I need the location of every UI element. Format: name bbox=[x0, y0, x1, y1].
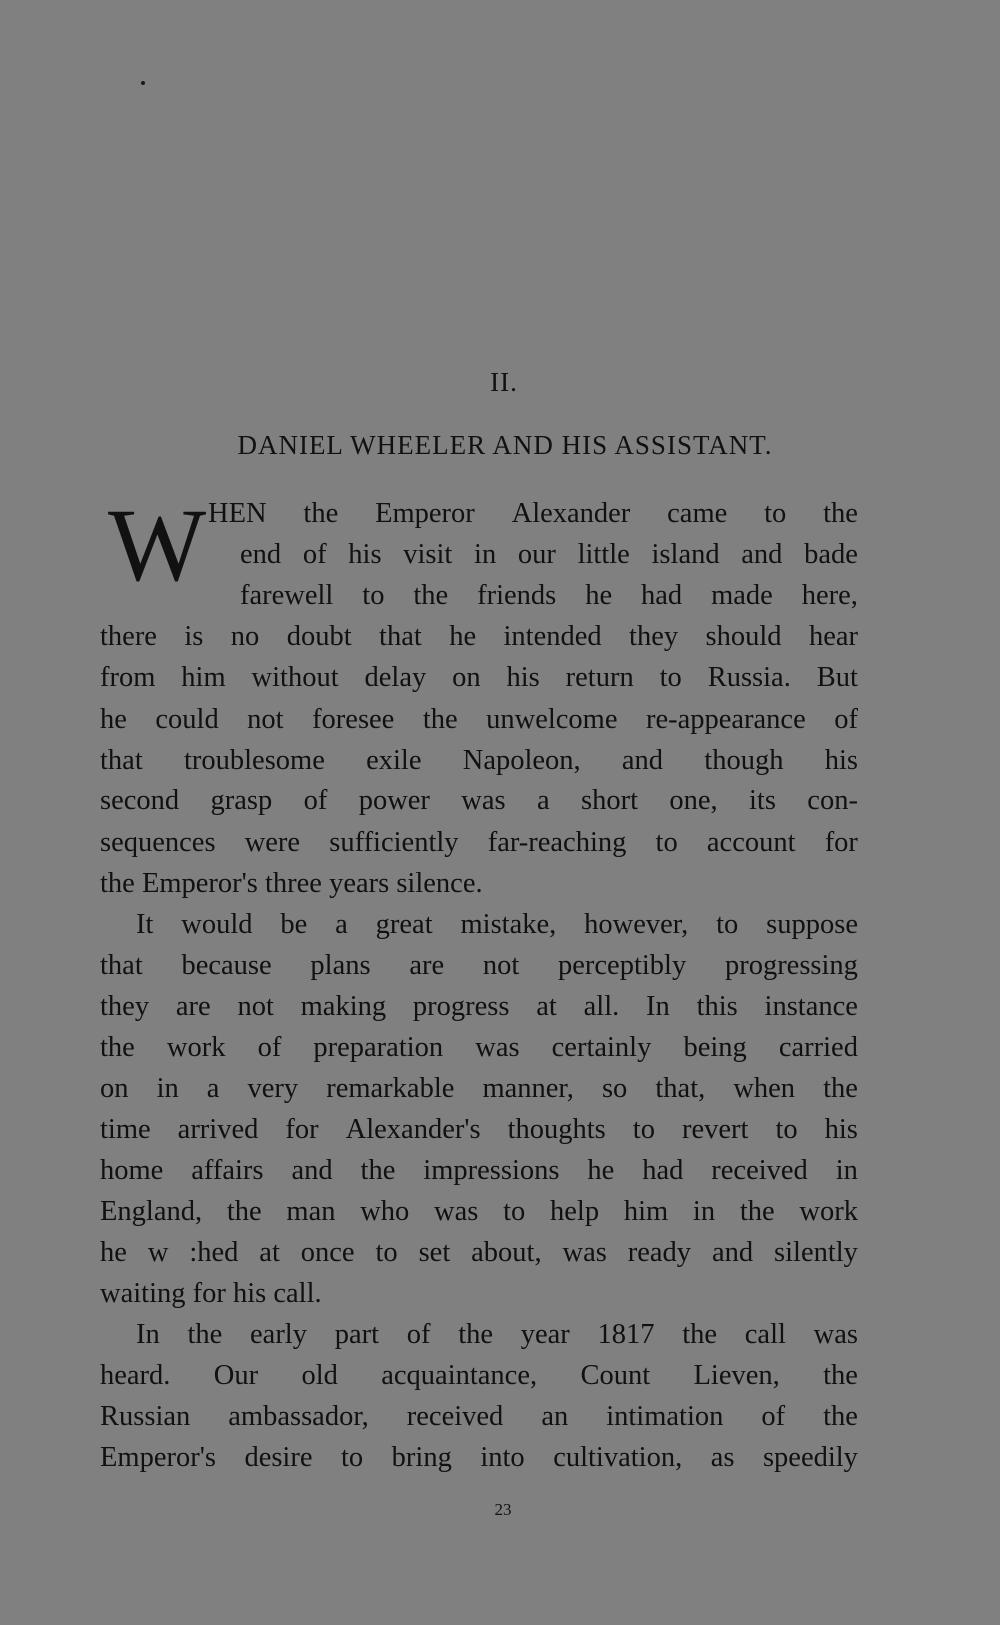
text-line: they are not making progress at all. In this instance bbox=[100, 991, 858, 1022]
text-line: sequences were sufficiently far-reaching to account for bbox=[100, 827, 858, 858]
text-line: on in a very remarkable manner, so that, when the bbox=[100, 1073, 858, 1104]
page-speck bbox=[141, 81, 145, 85]
chapter-title: DANIEL WHEELER AND HIS ASSISTANT. bbox=[237, 430, 773, 460]
text-line: Emperor's desire to bring into cultivation, as speedily bbox=[100, 1442, 858, 1473]
text-line: time arrived for Alexander's thoughts to revert to his bbox=[100, 1114, 858, 1145]
text-line: HEN the Emperor Alexander came to the bbox=[208, 498, 858, 529]
text-line: he w :hed at once to set about, was ready and silently bbox=[100, 1237, 858, 1268]
text-line: there is no doubt that he intended they should hear bbox=[100, 621, 858, 652]
text-line: second grasp of power was a short one, its con- bbox=[100, 785, 858, 816]
text-line: end of his visit in our little island and bade bbox=[240, 539, 858, 570]
text-line: In the early part of the year 1817 the call was bbox=[136, 1319, 858, 1350]
text-line: the work of preparation was certainly being carried bbox=[100, 1032, 858, 1063]
text-line: he could not foresee the unwelcome re-appearance of bbox=[100, 704, 858, 735]
text-line: that because plans are not perceptibly progressing bbox=[100, 950, 858, 981]
text-line: England, the man who was to help him in the work bbox=[100, 1196, 858, 1227]
text-line: waiting for his call. bbox=[100, 1278, 322, 1309]
text-line: home affairs and the impressions he had received in bbox=[100, 1155, 858, 1186]
text-line: Russian ambassador, received an intimation of the bbox=[100, 1401, 858, 1432]
text-line: the Emperor's three years silence. bbox=[100, 868, 483, 899]
page-number: 23 bbox=[494, 1500, 512, 1519]
text-line: farewell to the friends he had made here, bbox=[240, 580, 858, 611]
text-line: that troublesome exile Napoleon, and though his bbox=[100, 745, 858, 776]
text-line: It would be a great mistake, however, to suppose bbox=[136, 909, 858, 940]
text-line: from him without delay on his return to Russia. But bbox=[100, 662, 858, 693]
text-line: heard. Our old acquaintance, Count Lieven, the bbox=[100, 1360, 858, 1391]
drop-cap: W bbox=[108, 488, 207, 603]
chapter-number: II. bbox=[490, 367, 518, 397]
